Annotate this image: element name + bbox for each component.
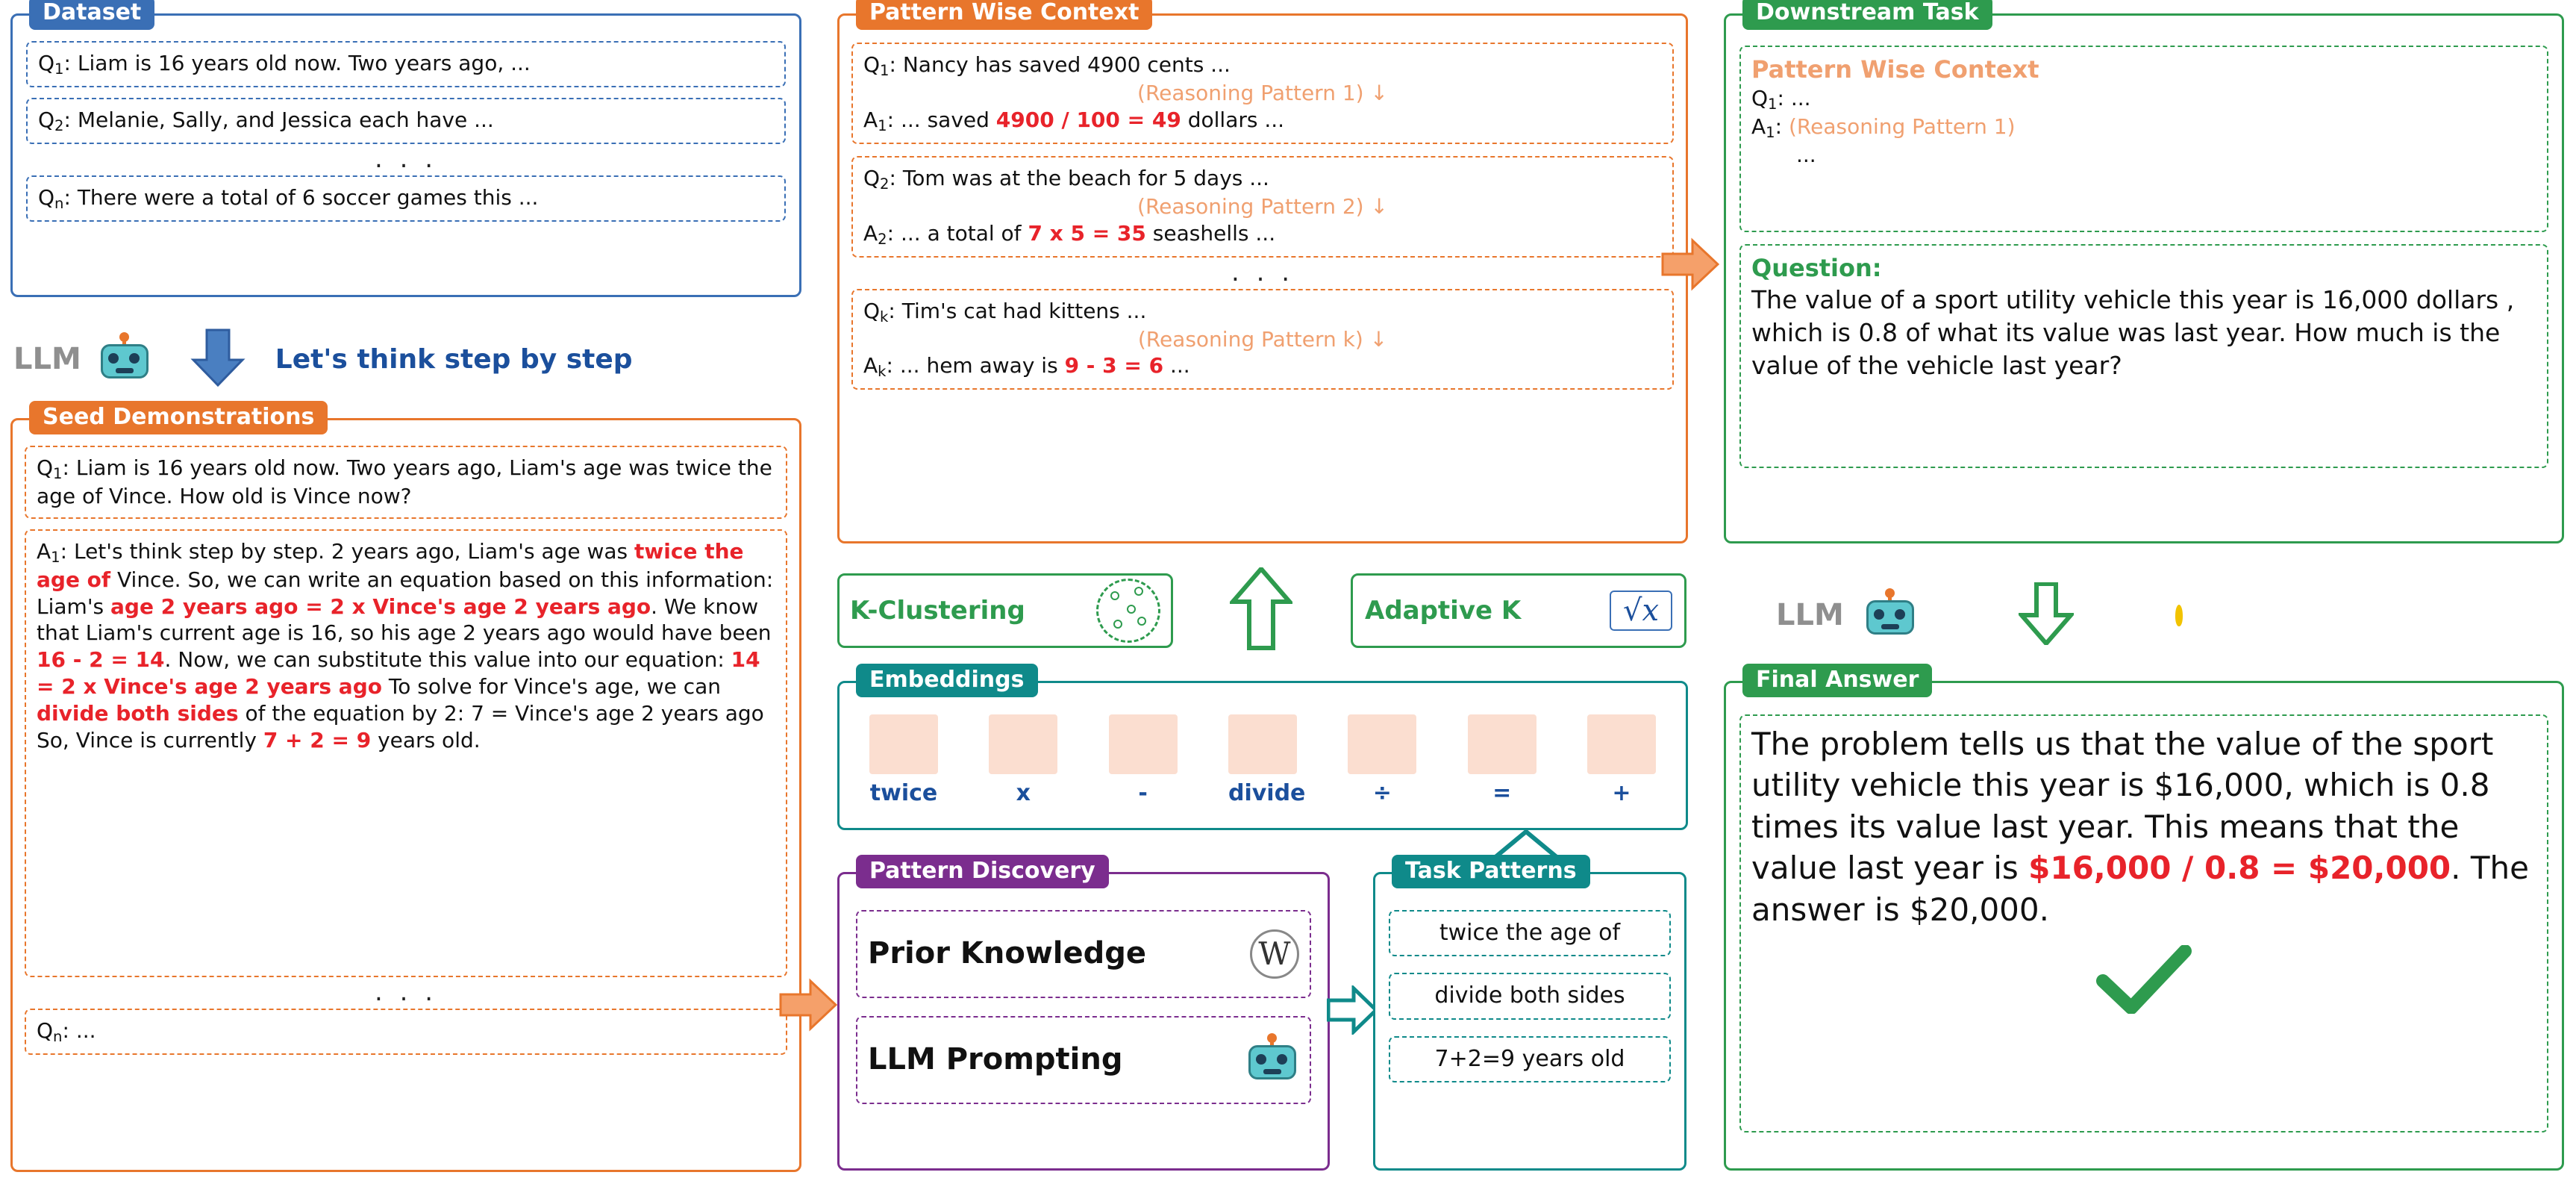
pwc-a-pre: ... hem away is xyxy=(899,353,1065,378)
pwc-pattern-arrow-icon: ↓ xyxy=(1370,80,1388,105)
embedding-token-label: = xyxy=(1492,780,1512,806)
downstream-q-text: ... xyxy=(1790,85,1811,110)
dataset-item-q-label: $Q_2$: xyxy=(38,107,71,134)
dataset-item xyxy=(26,98,786,144)
pwc-a-pre: ... a total of xyxy=(900,220,1028,246)
embeddings-panel xyxy=(837,667,1688,830)
task-patterns-panel xyxy=(1373,858,1686,1171)
task-pattern-item: divide both sides xyxy=(1389,973,1671,1019)
downstream-question-text: The value of a sport utility vehicle this year is 16,000 dollars , which is 0.8 of what its value was last year. How much is the value of the vehicle last year? xyxy=(1751,284,2515,381)
down-arrow-icon xyxy=(190,328,246,390)
seed-answer-fragment: To solve for Vince's age, we can xyxy=(381,674,722,700)
embedding-token-label: x xyxy=(1016,780,1031,806)
final-answer-panel xyxy=(1724,667,2564,1171)
embedding-token-label: + xyxy=(1612,780,1631,806)
seed-qn-text: ... xyxy=(75,1018,96,1043)
embedding-cell xyxy=(869,714,938,774)
robot-icon xyxy=(98,337,151,381)
embedding-cell xyxy=(1587,714,1656,774)
llm-label: LLM xyxy=(13,342,81,376)
task-pattern-item: twice the age of xyxy=(1389,910,1671,956)
robot-icon xyxy=(1245,1038,1299,1082)
llm-prompting-item xyxy=(856,1016,1311,1104)
dataset-item-q-label: $Q_1$: xyxy=(38,51,71,78)
seed-answer-fragment: . We know that Liam's current age is 16, so his age 2 years ago would have been xyxy=(37,593,772,646)
final-answer-title: Final Answer xyxy=(1742,664,1932,697)
llm-label: LLM xyxy=(1776,598,1844,632)
embedding-token-label: divide xyxy=(1228,780,1306,806)
dataset-ellipsis: . . . xyxy=(374,143,438,174)
pwc-pattern-arrow-icon: ↓ xyxy=(1370,193,1388,219)
embedding-cell xyxy=(1109,714,1178,774)
final-answer-block xyxy=(1739,714,2548,1132)
downstream-a-text: (Reasoning Pattern 1) xyxy=(1788,113,2016,139)
pwc-q-text: Tim's cat had kittens ... xyxy=(901,298,1147,323)
seed-answer-fragment: divide both sides xyxy=(37,700,239,726)
robot-icon xyxy=(1863,593,1917,638)
seed-answer-fragment: age 2 years ago = 2 x Vince's age 2 years ago xyxy=(110,593,651,619)
clustering-up-arrow-icon xyxy=(1230,567,1292,654)
k-clustering-panel xyxy=(837,573,1173,648)
pwc-q-label: $Q_2$: xyxy=(863,165,896,193)
seed-to-discovery-arrow-icon xyxy=(779,978,837,1035)
seed-q-text: Liam is 16 years old now. Two years ago, Liam's age was twice the age of Vince. How old is Vince now? xyxy=(37,455,772,508)
adaptive-k-panel xyxy=(1351,573,1686,648)
pwc-a-label: $A_k$: xyxy=(863,353,893,381)
llm-answer-row xyxy=(1776,582,2522,648)
embedding-cell xyxy=(1468,714,1536,774)
downstream-context-block xyxy=(1739,46,2548,232)
seed-answer-fragment: 16 - 2 = 14 xyxy=(37,647,165,673)
pwc-q-label: $Q_k$: xyxy=(863,298,895,325)
pwc-q-text: Tom was at the beach for 5 days ... xyxy=(902,165,1269,190)
seed-a-text xyxy=(37,539,773,753)
dataset-item-text: Melanie, Sally, and Jessica each have ... xyxy=(77,107,494,132)
pwc-entry xyxy=(851,156,1674,258)
check-mark-icon xyxy=(1751,945,2536,1023)
step-by-step-label: Let's think step by step xyxy=(275,343,633,375)
embedding-cell xyxy=(989,714,1057,774)
task-pattern-item: 7+2=9 years old xyxy=(1389,1036,1671,1082)
seed-answer-fragment: Vince. So, we can write an equation based on this information: Liam's xyxy=(37,567,774,619)
pwc-a-highlight: 7 x 5 = 35 xyxy=(1028,220,1146,246)
pattern-wise-context-panel xyxy=(837,0,1688,543)
sqrt-icon: √x xyxy=(1610,591,1672,631)
embedding-cell xyxy=(1348,714,1416,774)
seed-a-label: $A_1$: xyxy=(37,538,68,566)
dataset-item-text: Liam is 16 years old now. Two years ago, ... xyxy=(77,51,531,75)
pwc-entry xyxy=(851,289,1674,390)
pwc-pattern-label: (Reasoning Pattern 2) xyxy=(1137,193,1364,219)
seed-answer-fragment: of the equation by 2: 7 = Vince's age 2 years ago So, Vince is currently xyxy=(37,700,764,753)
dataset-title: Dataset xyxy=(29,0,154,30)
dataset-item xyxy=(26,175,786,222)
final-answer-fragment: The problem tells us that the value of the sport utility vehicle this year is $16,000, which is 0.8 times its value last year. This means that the value last year is xyxy=(1751,726,2494,887)
pattern-discovery-title: Pattern Discovery xyxy=(856,855,1109,888)
seed-demonstrations-title: Seed Demonstrations xyxy=(29,401,328,434)
seed-answer-fragment: twice the age of xyxy=(37,538,744,592)
task-patterns-title: Task Patterns xyxy=(1392,855,1590,888)
dataset-panel xyxy=(10,0,801,297)
downstream-question-block xyxy=(1739,244,2548,468)
pwc-a-post: ... xyxy=(1163,353,1190,378)
downstream-a-label: $A_1$: xyxy=(1751,113,1783,141)
pwc-ellipsis: . . . xyxy=(1231,257,1295,287)
adaptive-k-label: Adaptive K xyxy=(1365,596,1522,626)
pwc-a-post: seashells ... xyxy=(1145,220,1276,246)
embedding-token-label: twice xyxy=(869,780,938,806)
seed-demonstrations-panel xyxy=(10,404,801,1172)
seed-q-label: $Q_1$: xyxy=(37,455,69,482)
final-answer-fragment: . The answer is $20,000. xyxy=(1751,850,2529,928)
wikipedia-icon: W xyxy=(1250,929,1299,979)
cluster-icon xyxy=(1096,579,1160,643)
downstream-q-label: $Q_1$: xyxy=(1751,85,1784,113)
embedding-cell xyxy=(1228,714,1297,774)
lightbulb-icon xyxy=(2175,608,2183,623)
llm-prompting-label: LLM Prompting xyxy=(868,1042,1123,1077)
pwc-q-text: Nancy has saved 4900 cents ... xyxy=(902,52,1231,77)
downstream-ellipsis: ... xyxy=(1796,142,1816,167)
downstream-context-heading: Pattern Wise Context xyxy=(1751,55,2039,84)
pwc-a-post: dollars ... xyxy=(1181,107,1285,132)
downstream-question-heading: Question: xyxy=(1751,254,1882,282)
seed-ellipsis: . . . xyxy=(374,976,438,1007)
seed-qn-block xyxy=(25,1009,787,1055)
seed-answer-block xyxy=(25,529,787,977)
downstream-task-panel xyxy=(1724,0,2564,543)
llm-prompt-row xyxy=(13,328,804,396)
dataset-item-q-label: $Q_n$: xyxy=(38,184,71,212)
down-arrow-icon xyxy=(2019,582,2074,648)
discovery-to-patterns-arrow-icon xyxy=(1327,985,1378,1038)
seed-answer-fragment: . Now, we can substitute this value into our equation: xyxy=(164,647,731,673)
dataset-item xyxy=(26,41,786,87)
final-answer-fragment: $16,000 / 0.8 = $20,000 xyxy=(2028,850,2451,887)
seed-answer-fragment: Let's think step by step. 2 years ago, Liam's age was xyxy=(73,538,635,564)
pwc-to-downstream-arrow-icon xyxy=(1661,237,1719,294)
pwc-a-label: $A_2$: xyxy=(863,220,895,248)
embeddings-title: Embeddings xyxy=(856,664,1038,697)
seed-question-block xyxy=(25,446,787,519)
pattern-discovery-panel xyxy=(837,858,1330,1171)
seed-answer-fragment: 7 + 2 = 9 xyxy=(263,727,372,753)
pwc-pattern-label: (Reasoning Pattern k) xyxy=(1137,326,1363,352)
dataset-item-text: There were a total of 6 soccer games this ... xyxy=(77,184,539,210)
pwc-a-highlight: 4900 / 100 = 49 xyxy=(995,107,1181,132)
prior-knowledge-item xyxy=(856,910,1311,998)
pwc-entry xyxy=(851,43,1674,144)
pwc-a-label: $A_1$: xyxy=(863,107,895,134)
prior-knowledge-label: Prior Knowledge xyxy=(868,936,1147,971)
seed-qn-label: $Q_n$: xyxy=(37,1018,69,1045)
pwc-a-highlight: 9 - 3 = 6 xyxy=(1064,353,1164,378)
seed-answer-fragment: years old. xyxy=(371,727,481,753)
downstream-task-title: Downstream Task xyxy=(1742,0,1992,30)
embedding-token-label: ÷ xyxy=(1372,780,1392,806)
pwc-q-label: $Q_1$: xyxy=(863,52,896,79)
pwc-a-pre: ... saved xyxy=(900,107,996,132)
seed-answer-fragment: 14 = 2 x Vince's age 2 years ago xyxy=(37,647,760,700)
pattern-wise-context-title: Pattern Wise Context xyxy=(856,0,1152,30)
embedding-token-label: - xyxy=(1138,780,1148,806)
k-clustering-label: K-Clustering xyxy=(850,596,1025,626)
final-answer-text xyxy=(1751,726,2529,928)
pwc-pattern-arrow-icon: ↓ xyxy=(1369,326,1388,352)
pwc-pattern-label: (Reasoning Pattern 1) xyxy=(1137,80,1364,105)
